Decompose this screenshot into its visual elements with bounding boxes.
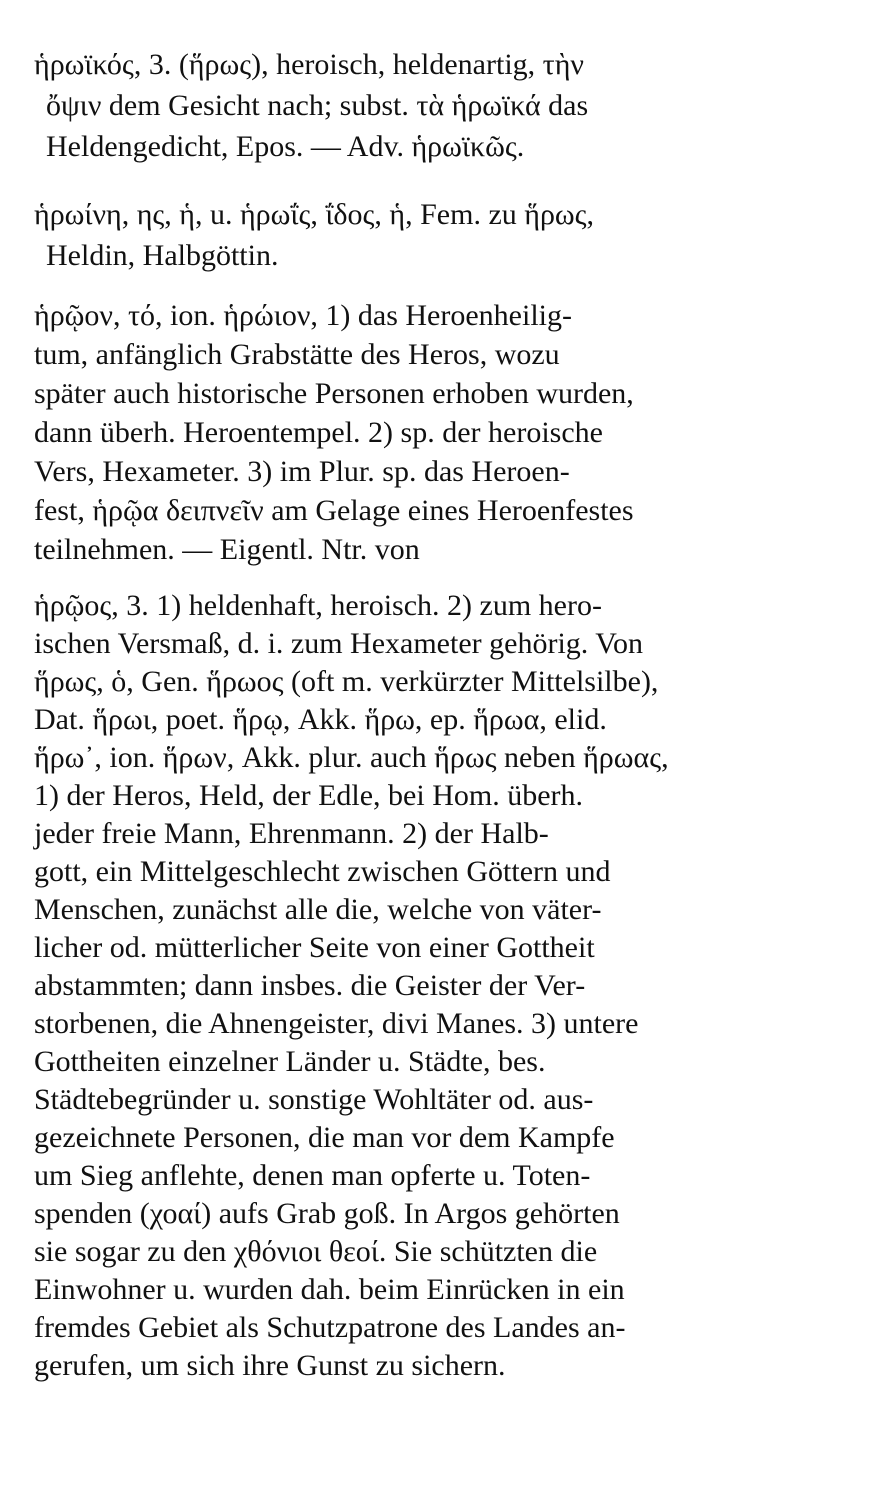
entry-4-line-17: spenden (χοαί) aufs Grab goß. In Argos gehörten [34,1197,620,1230]
entry-2-line-1: ἡρωίνη, ης, ἡ, u. ἡρωΐς, ΐδος, ἡ, Fem. zu ἥρως, [34,198,595,231]
entry-1-line-2: ὄψιν dem Gesicht nach; subst. τὰ ἡρωϊκά das [46,89,589,122]
entry-3-line-4: dann überh. Heroentempel. 2) sp. der heroische [34,416,603,449]
entry-3-line-7: teilnehmen. — Eigentl. Ntr. von [34,533,420,566]
entry-4-line-12: storbenen, die Ahnengeister, divi Manes. 3) untere [34,1007,639,1040]
entry-4-line-21: gerufen, um sich ihre Gunst zu sichern. [34,1349,506,1382]
entry-3-line-2: tum, anfänglich Grabstätte des Heros, wozu [34,338,560,371]
entry-1-line-3: Heldengedicht, Epos. — Adv. ἡρωϊκῶς. [46,130,525,163]
entry-1-line-1: ἡρωϊκός, 3. (ἥρως), heroisch, heldenartig, τὴν [34,48,584,81]
entry-3-line-1: ἡρῷον, τό, ion. ἡρώιον, 1) das Heroenheilig- [34,299,572,332]
entry-4-line-18: sie sogar zu den χθόνιοι θεοί. Sie schützten die [34,1235,598,1268]
entry-4-line-3: ἥρως, ὁ, Gen. ἥρωος (oft m. verkürzter Mittelsilbe), [34,665,659,698]
entry-4-line-20: fremdes Gebiet als Schutzpatrone des Landes an- [34,1311,626,1344]
entry-2-line-2: Heldin, Halbgöttin. [46,239,279,272]
entry-4-line-6: 1) der Heros, Held, der Edle, bei Hom. überh. [34,779,583,812]
entry-4-line-8: gott, ein Mittelgeschlecht zwischen Göttern und [34,855,611,888]
entry-3-line-6: fest, ἡρῷα δειπνεῖν am Gelage eines Heroenfestes [34,494,634,527]
entry-3-line-3: später auch historische Personen erhoben wurden, [34,377,634,410]
entry-4-line-19: Einwohner u. wurden dah. beim Einrücken in ein [34,1273,625,1306]
entry-4-line-13: Gottheiten einzelner Länder u. Städte, bes. [34,1045,546,1078]
entry-4-line-15: gezeichnete Personen, die man vor dem Kampfe [34,1121,615,1154]
entry-4-line-14: Städtebegründer u. sonstige Wohltäter od. aus- [34,1083,594,1116]
entry-4-line-11: abstammten; dann insbes. die Geister der Ver- [34,969,586,1002]
entry-3-line-5: Vers, Hexameter. 3) im Plur. sp. das Heroen- [34,455,570,488]
entry-4-line-10: licher od. mütterlicher Seite von einer Gottheit [34,931,595,964]
entry-4-line-4: Dat. ἥρωι, poet. ἥρῳ, Akk. ἥρω, ep. ἥρωα, elid. [34,703,607,736]
entry-4-line-2: ischen Versmaß, d. i. zum Hexameter gehörig. Von [34,627,644,660]
entry-4-line-1: ἡρῷος, 3. 1) heldenhaft, heroisch. 2) zum hero- [34,589,602,622]
entry-4-line-9: Menschen, zunächst alle die, welche von väter- [34,893,602,926]
entry-4-line-5: ἥρω᾽, ion. ἥρων, Akk. plur. auch ἥρως neben ἥρωας, [34,741,669,774]
entry-4-line-16: um Sieg anflehte, denen man opferte u. Toten- [34,1159,591,1192]
entry-4-line-7: jeder freie Mann, Ehrenmann. 2) der Halb- [34,817,549,850]
